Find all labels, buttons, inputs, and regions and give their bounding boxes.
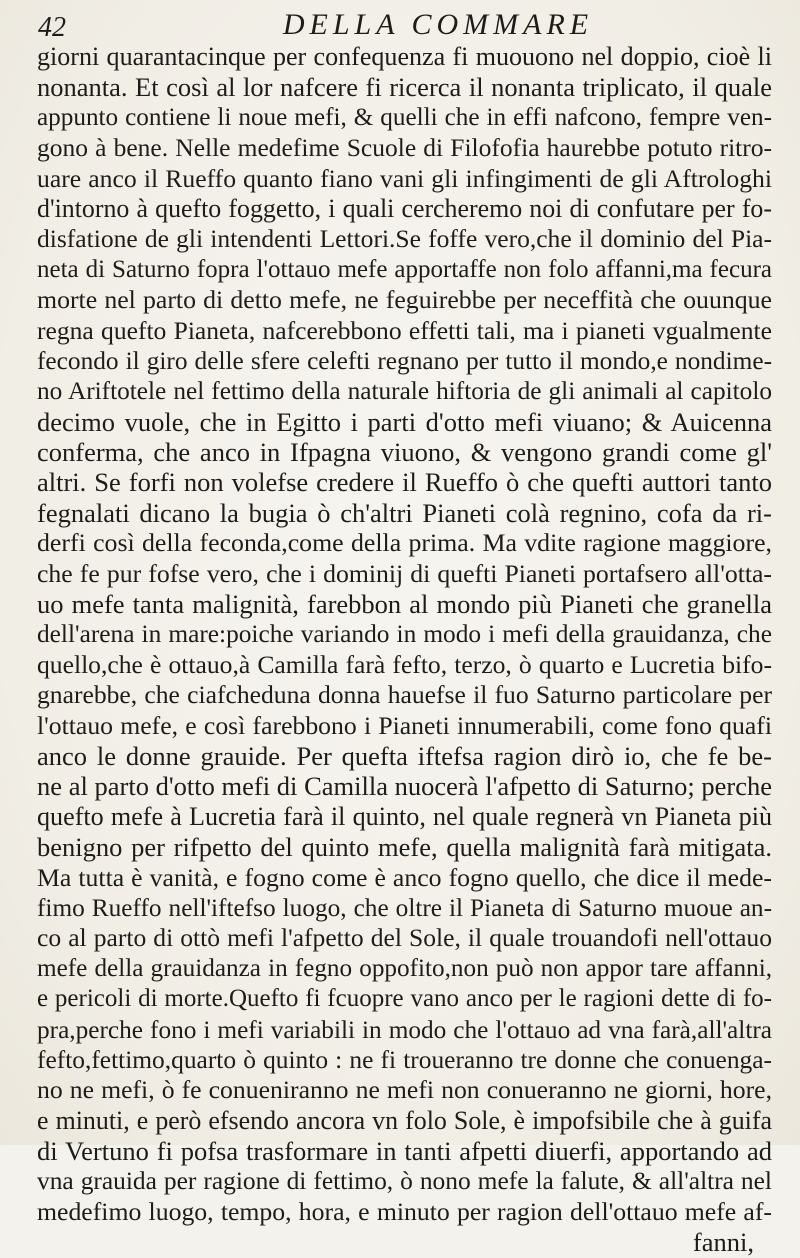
- text-line: medefimo luogo, tempo, hora, e minuto per ragion dell'ottauo mefe af-: [37, 1196, 772, 1226]
- text-line: decimo vuole, che in Egitto i parti d'otto mefi viuano; & Auicenna: [37, 406, 772, 437]
- text-line: anco le donne grauide. Per quefta iftefsa ragion dirò io, che fe be-: [37, 740, 772, 771]
- text-line: di Vertuno fi pofsa trasformare in tanti afpetti diuerfi, apportando ad: [37, 1136, 772, 1167]
- running-title: DELLA COMMARE: [282, 8, 594, 41]
- text-line: fecondo il giro delle sfere celefti regnano per tutto il mondo,e nondime-: [37, 346, 772, 375]
- text-line: benigno per rifpetto del quinto mefe, quella malignità farà mitigata.: [37, 832, 772, 863]
- text-line: gono à bene. Nelle medefime Scuole di Filofofia haurebbe potuto ritro-: [37, 133, 772, 163]
- text-line: morte nel parto di detto mefe, ne feguirebbe per neceffità che ouunque: [37, 285, 772, 315]
- text-line: giorni quarantacinque per confequenza fi muouono nel doppio, cioè li: [37, 42, 772, 71]
- text-line-catchword: fanni,: [692, 1227, 754, 1258]
- text-line: ne al parto d'otto mefi di Camilla nuocerà l'afpetto di Saturno; perche: [37, 771, 772, 802]
- text-line: e pericoli di morte.Quefto fi fcuopre vano anco per le ragioni dette di fo-: [37, 985, 772, 1013]
- text-line: l'ottauo mefe, e così farebbono i Pianeti innumerabili, come fono quafi: [37, 710, 772, 740]
- text-line: altri. Se forfi non volefse credere il Rueffo ò che quefti auttori tanto: [37, 467, 772, 498]
- text-line: Ma tutta è vanità, e fogno come è anco fogno quello, che dice il mede-: [37, 862, 772, 892]
- text-line: appunto contiene li noue mefi, & quelli che in effi nafcono, fempre ven-: [37, 103, 772, 131]
- text-line: nonanta. Et così al lor nafcere fi ricerca il nonanta triplicato, il quale: [37, 72, 772, 103]
- text-line: fegnalati dicano la bugia ò ch'altri Pianeti colà regnino, cofa da ri-: [37, 497, 772, 528]
- text-line: no Ariftotele nel fettimo della naturale hiftoria de gli animali al capitolo: [37, 377, 772, 406]
- page-number: 42: [38, 12, 66, 43]
- text-line: fefto,fettimo,quarto ò quinto : ne fi troueranno tre donne che conuenga-: [37, 1044, 772, 1074]
- text-line: fimo Rueffo nell'iftefso luogo, che oltre il Pianeta di Saturno muoue an-: [37, 893, 772, 922]
- text-line: uo mefe tanta malignità, farebbon al mondo più Pianeti che granella: [37, 589, 772, 620]
- text-line: uare anco il Rueffo quanto fiano vani gli infingimenti de gli Aftrologhi: [37, 163, 772, 193]
- text-line: dell'arena in mare:poiche variando in modo i mefi della grauidanza, che: [37, 620, 772, 649]
- text-line: co al parto di ottò mefi l'afpetto del Sole, il quale trouandofi nell'ottauo: [37, 923, 772, 953]
- body-text: [37, 42, 772, 1258]
- text-line: derfi così della feconda,come della prima. Ma vdite ragione maggiore,: [37, 528, 772, 558]
- text-line: no ne mefi, ò fe conueniranno ne mefi non conueranno ne giorni, hore,: [37, 1075, 772, 1105]
- text-line: e minuti, e però efsendo ancora vn folo Sole, è impofsibile che à guifa: [37, 1105, 772, 1135]
- text-line: che fe pur fofse vero, che i dominij di quefti Pianeti portafsero all'otta-: [37, 558, 772, 588]
- text-line: mefe della grauidanza in fegno oppofito,non può non appor tare affanni,: [37, 954, 772, 982]
- text-line: d'intorno à quefto foggetto, i quali cercheremo noi di confutare per fo-: [37, 193, 772, 223]
- text-line: disfatione de gli intendenti Lettori.Se foffe vero,che il dominio del Pia-: [37, 224, 772, 254]
- text-line: quello,che è ottauo,à Camilla farà fefto, terzo, ò quarto e Lucretia bifo-: [37, 649, 772, 679]
- running-head: [38, 8, 778, 46]
- text-line: gnarebbe, che ciafcheduna donna hauefse il fuo Saturno particolare per: [37, 680, 772, 710]
- text-line: neta di Saturno fopra l'ottauo mefe apportaffe non folo affanni,ma fecura: [37, 255, 772, 283]
- text-line: pra,perche fono i mefi variabili in modo che l'ottauo ad vna farà,all'altra: [37, 1015, 772, 1044]
- text-line: quefto mefe à Lucretia farà il quinto, nel quale regnerà vn Pianeta più: [37, 801, 772, 831]
- text-line: regna quefto Pianeta, nafcerebbono effetti tali, ma i pianeti vgualmente: [37, 315, 772, 345]
- text-line: conferma, che anco in Ifpagna viuono, & vengono grandi come gl': [37, 437, 772, 468]
- text-line: vna grauida per ragione di fettimo, ò nono mefe la falute, & all'altra nel: [37, 1166, 772, 1196]
